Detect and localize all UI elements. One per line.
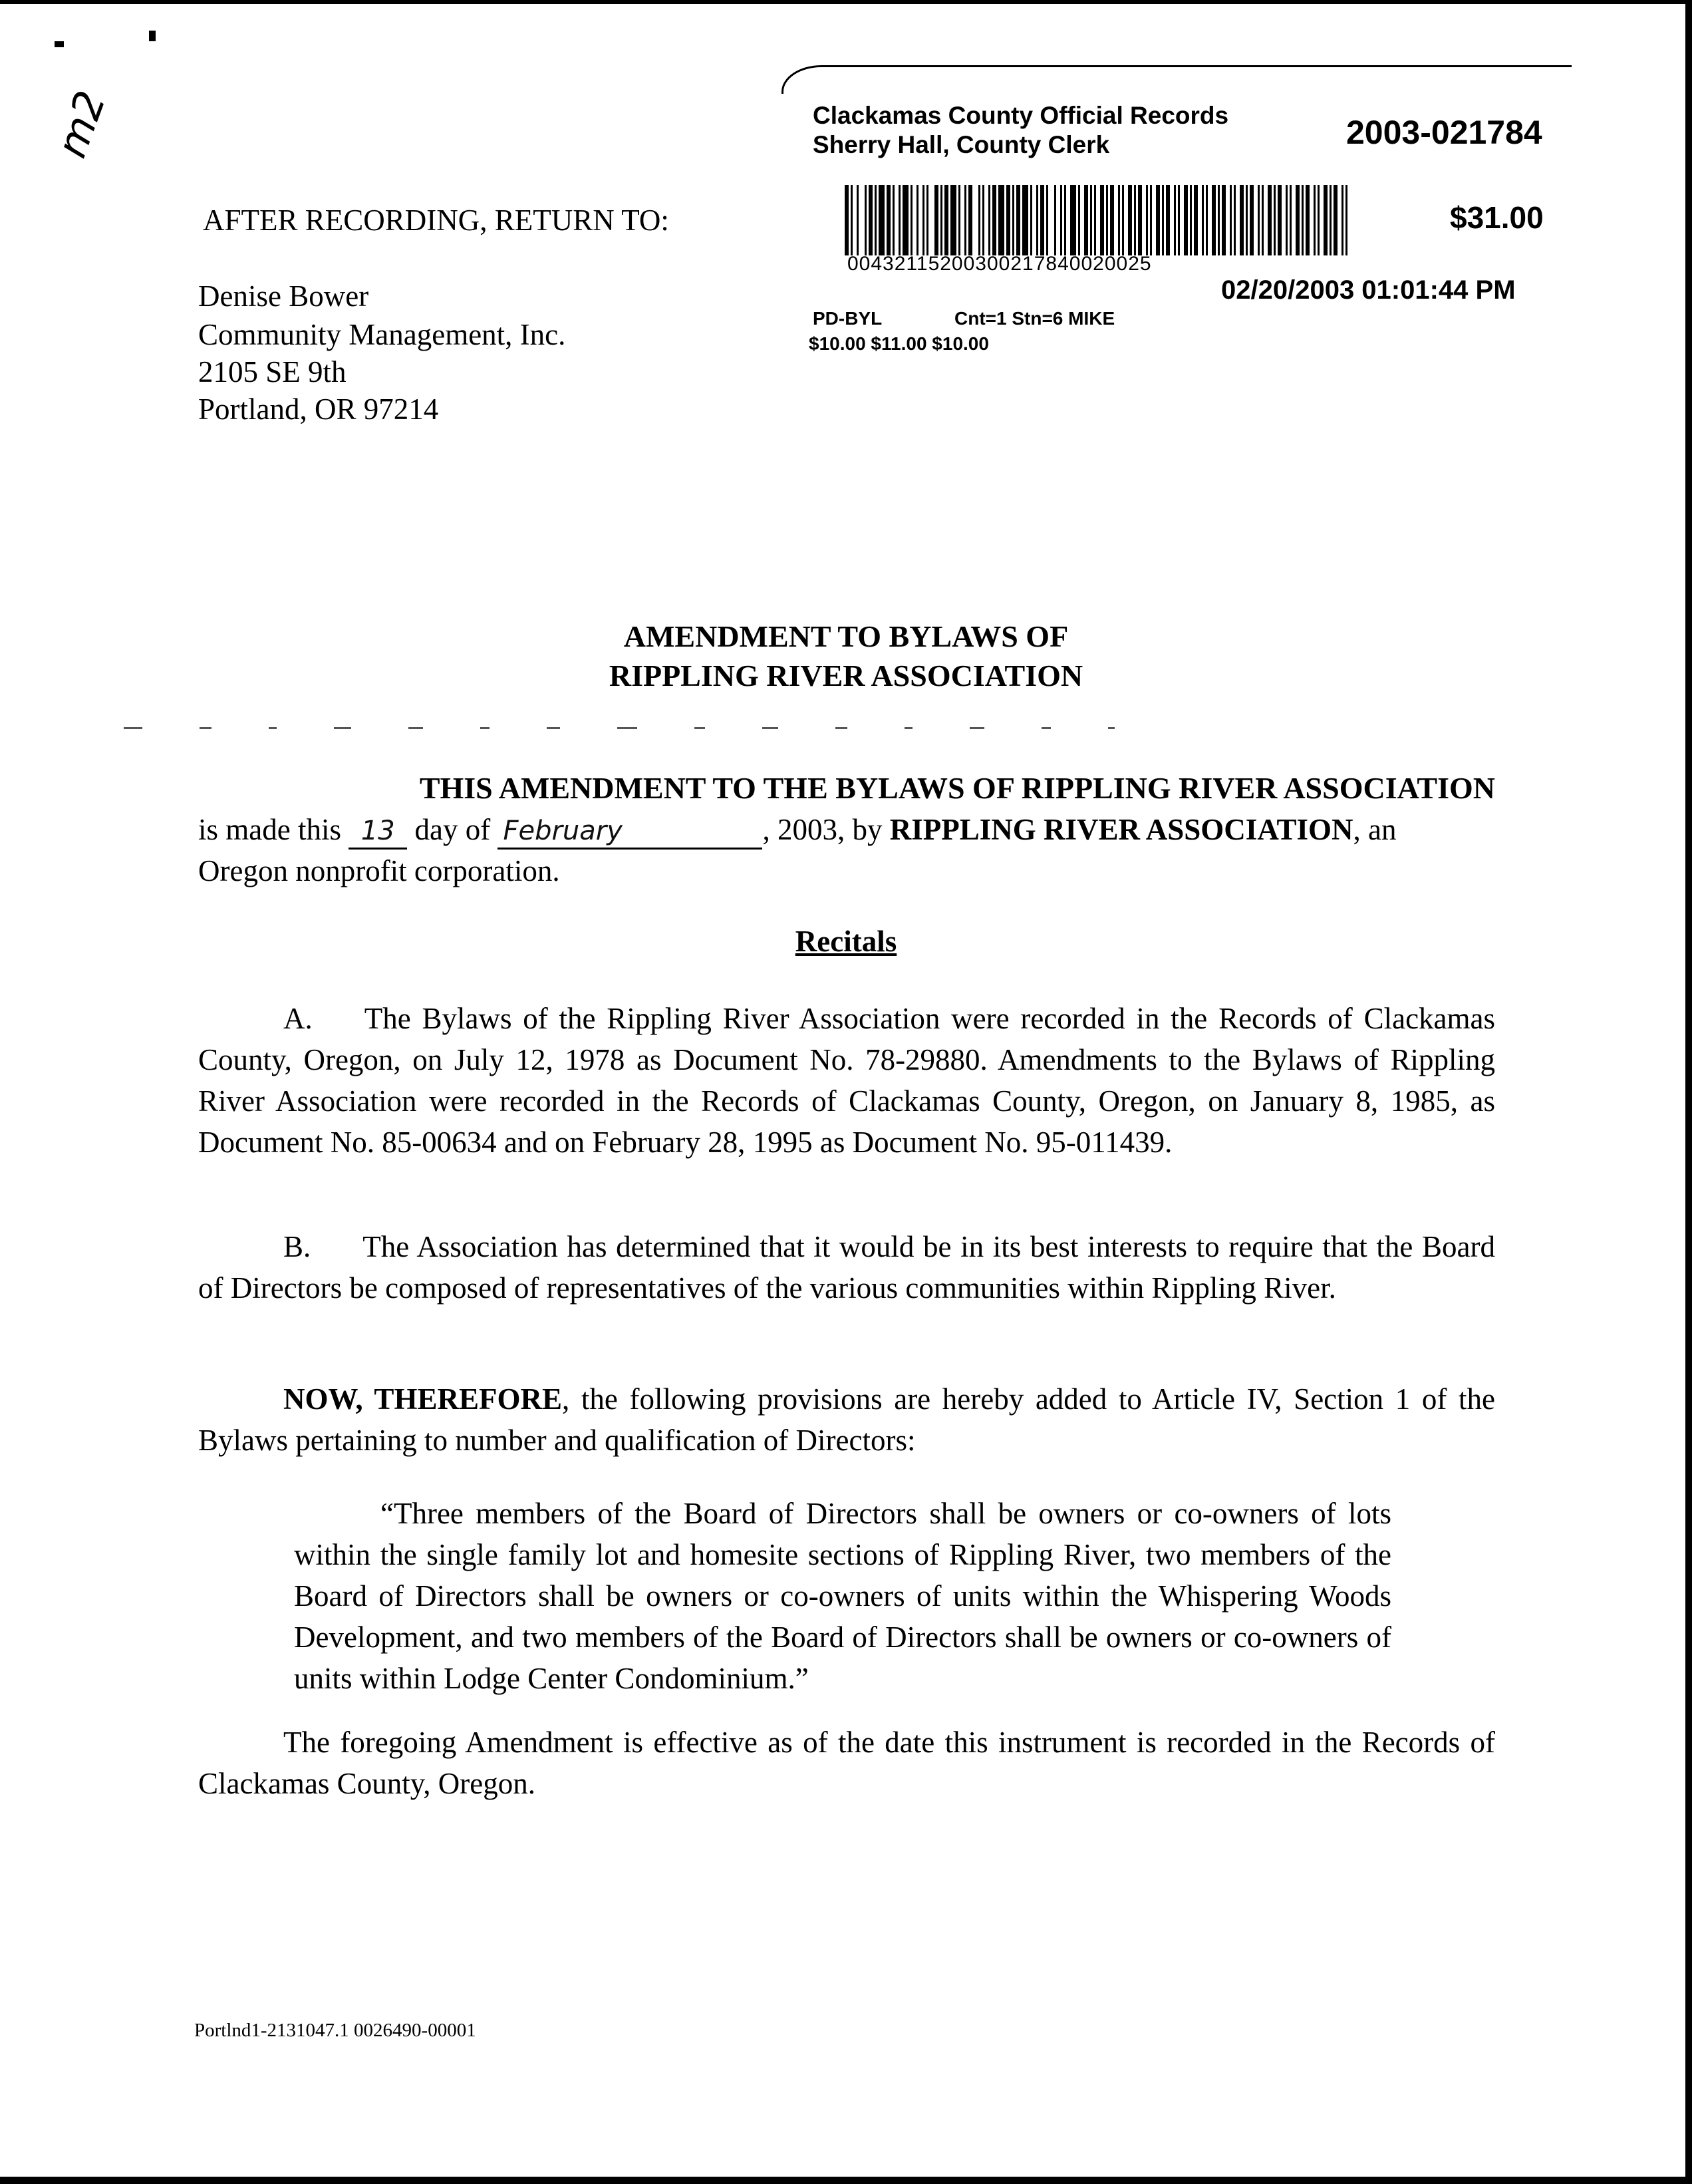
barcode-bar xyxy=(1190,185,1192,255)
barcode-bar xyxy=(1290,185,1292,255)
barcode-bar xyxy=(1274,185,1276,255)
barcode-bar xyxy=(1250,185,1254,255)
barcode-bar xyxy=(978,185,980,255)
barcode-bar xyxy=(869,185,873,255)
barcode-bar xyxy=(1094,185,1096,255)
barcode-bar xyxy=(1306,185,1310,255)
barcode-bar xyxy=(998,185,1004,255)
barcode-bar xyxy=(1040,185,1044,255)
barcode-bar xyxy=(1318,185,1320,255)
barcode-bar xyxy=(1234,185,1236,255)
barcode-bar xyxy=(1184,185,1188,255)
barcode-bar xyxy=(1178,185,1180,255)
stamp-recorded-datetime: 02/20/2003 01:01:44 PM xyxy=(1221,275,1516,305)
barcode-bar xyxy=(857,185,859,255)
barcode-bar xyxy=(1218,185,1220,255)
barcode-bar xyxy=(968,185,972,255)
barcode-bar xyxy=(1110,185,1114,255)
recital-a-label: A. xyxy=(283,1002,313,1035)
barcode-bar xyxy=(1212,185,1216,255)
barcode-bar xyxy=(1150,185,1152,255)
barcode-bar xyxy=(1146,185,1148,255)
barcode-bar xyxy=(1100,185,1104,255)
intro-made-prefix: is made this xyxy=(198,813,341,846)
barcode-bar xyxy=(875,185,877,255)
scan-speck xyxy=(55,41,64,47)
barcode-bar xyxy=(1341,185,1343,255)
barcode-bar xyxy=(1314,185,1316,255)
barcode-bar xyxy=(879,185,885,255)
barcode-bar xyxy=(1222,185,1226,255)
barcode-bar xyxy=(1030,185,1032,255)
barcode-bar xyxy=(1268,185,1272,255)
barcode-bar xyxy=(1258,185,1260,255)
return-company: Community Management, Inc. xyxy=(198,318,566,351)
barcode-bar xyxy=(992,185,996,255)
stamp-fee-breakdown: $10.00 $11.00 $10.00 xyxy=(809,333,989,354)
stamp-office-line2: Sherry Hall, County Clerk xyxy=(813,131,1110,158)
barcode-bar xyxy=(1324,185,1328,255)
barcode-bar xyxy=(1022,185,1028,255)
footer-document-code: Portlnd1-2131047.1 0026490-00001 xyxy=(194,2020,476,2041)
barcode-bar xyxy=(940,185,942,255)
barcode-bar xyxy=(1064,185,1066,255)
recital-a-text: The Bylaws of the Rippling River Association were recorded in the Records of Clackamas County, Oregon, on July 12, 1978 as Document No. 78-29880. Amendments to the Bylaws of Rippling River Association were recorded in the Records of Clackamas County, Oregon, on January 8, 1985, as Document No. 85-00634 and on February 28, 1995 as Document No. 95-011439. xyxy=(198,1002,1495,1159)
now-therefore-text: , the following provisions are hereby added to Article IV, Section 1 of the Bylaws pertaining to number and qualification of Directors: xyxy=(198,1382,1495,1457)
barcode-bar xyxy=(958,185,960,255)
stamp-doc-code: PD-BYL xyxy=(813,308,883,329)
barcode-bar xyxy=(922,185,924,255)
quoted-provision: “Three members of the Board of Directors shall be owners or co-owners of lots within the single family lot and homesite sections of Rippling River, two members of the Board of Directors shall be owners or co-owners of units within the Whispering Woods Development, and two members of the Board of Directors shall be owners or co-owners of units within Lodge Center Condominium.” xyxy=(294,1497,1391,1695)
now-therefore-bold: NOW, THEREFORE xyxy=(283,1382,562,1416)
barcode-bar xyxy=(899,185,901,255)
recital-b xyxy=(198,1226,1495,1309)
barcode-bar xyxy=(1286,185,1288,255)
barcode-bar xyxy=(982,185,984,255)
barcode-bar xyxy=(1090,185,1092,255)
barcode-bar xyxy=(1230,185,1232,255)
barcode-bar xyxy=(1118,185,1120,255)
barcode-bar xyxy=(926,185,928,255)
barcode-bar xyxy=(1128,185,1132,255)
intro-bold-heading: THIS AMENDMENT TO THE BYLAWS OF RIPPLING RIVER ASSOCIATION xyxy=(419,771,1495,805)
barcode-bar xyxy=(1194,185,1198,255)
document-title-line1: AMENDMENT TO BYLAWS OF xyxy=(623,619,1069,653)
return-name: Denise Bower xyxy=(198,279,369,313)
barcode-bar xyxy=(1296,185,1300,255)
barcode-bar xyxy=(865,185,867,255)
barcode-bar xyxy=(1166,185,1170,255)
barcode-bar xyxy=(1202,185,1204,255)
barcode-bar xyxy=(1134,185,1136,255)
barcode-bar xyxy=(1330,185,1332,255)
barcode-bar xyxy=(1345,185,1347,255)
recitals-heading: Recitals xyxy=(795,925,897,958)
barcode-bar xyxy=(1060,185,1062,255)
stamp-fee-total: $31.00 xyxy=(1450,200,1544,235)
return-city: Portland, OR 97214 xyxy=(198,392,439,426)
barcode-bar xyxy=(1046,185,1048,255)
barcode-bar xyxy=(903,185,909,255)
day-blank: 13 xyxy=(349,814,407,850)
scan-speck xyxy=(149,31,156,41)
now-therefore-paragraph xyxy=(198,1378,1495,1461)
intro-year-by: , 2003, by xyxy=(762,813,883,846)
return-heading: AFTER RECORDING, RETURN TO: xyxy=(203,204,669,237)
stamp-border-arc xyxy=(781,65,1572,94)
stamp-record-number: 2003-021784 xyxy=(1346,114,1542,151)
scan-edge-bottom xyxy=(0,2177,1692,2184)
barcode-bar xyxy=(1006,185,1010,255)
barcode-bar xyxy=(1262,185,1264,255)
barcode-bar xyxy=(1054,185,1056,255)
barcode-bar xyxy=(950,185,956,255)
intro-line3: Oregon nonprofit corporation. xyxy=(198,854,560,887)
barcode-bar xyxy=(893,185,895,255)
barcode-bar xyxy=(1156,185,1160,255)
barcode-bar xyxy=(845,185,849,255)
scan-dash-row xyxy=(124,720,1540,732)
month-blank: February xyxy=(497,814,762,850)
stamp-office-line1: Clackamas County Official Records xyxy=(813,102,1229,129)
barcode-digits: 00432115200300217840020025 xyxy=(847,253,1152,275)
stamp-counts: Cnt=1 Stn=6 MIKE xyxy=(954,308,1115,329)
barcode-bar xyxy=(964,185,966,255)
scan-edge-top xyxy=(0,0,1692,4)
recital-a xyxy=(198,998,1495,1163)
barcode-bar xyxy=(851,185,853,255)
barcode-bar xyxy=(934,185,938,255)
barcode-bar xyxy=(1278,185,1282,255)
recital-b-label: B. xyxy=(283,1230,311,1263)
barcode-bar xyxy=(1078,185,1080,255)
barcode-bar xyxy=(1036,185,1038,255)
barcode-bar xyxy=(1016,185,1020,255)
barcode-bar xyxy=(1302,185,1304,255)
barcode-bar xyxy=(887,185,891,255)
scan-edge-right xyxy=(1685,0,1692,2184)
intro-party-name: RIPPLING RIVER ASSOCIATION xyxy=(889,813,1353,846)
barcode-bar xyxy=(1174,185,1176,255)
intro-party-suffix: , an xyxy=(1353,813,1397,846)
barcode-bar xyxy=(1012,185,1014,255)
effective-paragraph: The foregoing Amendment is effective as of the date this instrument is recorded in the Records of Clackamas County, Oregon. xyxy=(198,1726,1495,1800)
barcode-bar xyxy=(1138,185,1142,255)
barcode-bar xyxy=(1084,185,1088,255)
barcode-bar xyxy=(916,185,918,255)
barcode-bar xyxy=(1334,185,1338,255)
intro-paragraph xyxy=(198,768,1495,891)
barcode-bar xyxy=(1122,185,1124,255)
document-title-line2: RIPPLING RIVER ASSOCIATION xyxy=(609,659,1083,693)
barcode-bar xyxy=(1246,185,1248,255)
barcode-bar xyxy=(944,185,948,255)
handwritten-margin-mark: m2 xyxy=(47,84,116,164)
recital-b-text: The Association has determined that it would be in its best interests to require that the Board of Directors be composed of representatives of the various communities within Rippling River. xyxy=(198,1230,1495,1305)
barcode-bar xyxy=(1240,185,1244,255)
barcode xyxy=(845,185,1350,255)
barcode-bar xyxy=(1106,185,1108,255)
barcode-bar xyxy=(1206,185,1208,255)
barcode-bar xyxy=(1162,185,1164,255)
barcode-bar xyxy=(1070,185,1076,255)
barcode-bar xyxy=(988,185,990,255)
return-street: 2105 SE 9th xyxy=(198,355,347,389)
barcode-bar xyxy=(911,185,913,255)
intro-line2 xyxy=(198,809,1495,850)
intro-day-of: day of xyxy=(414,813,491,846)
